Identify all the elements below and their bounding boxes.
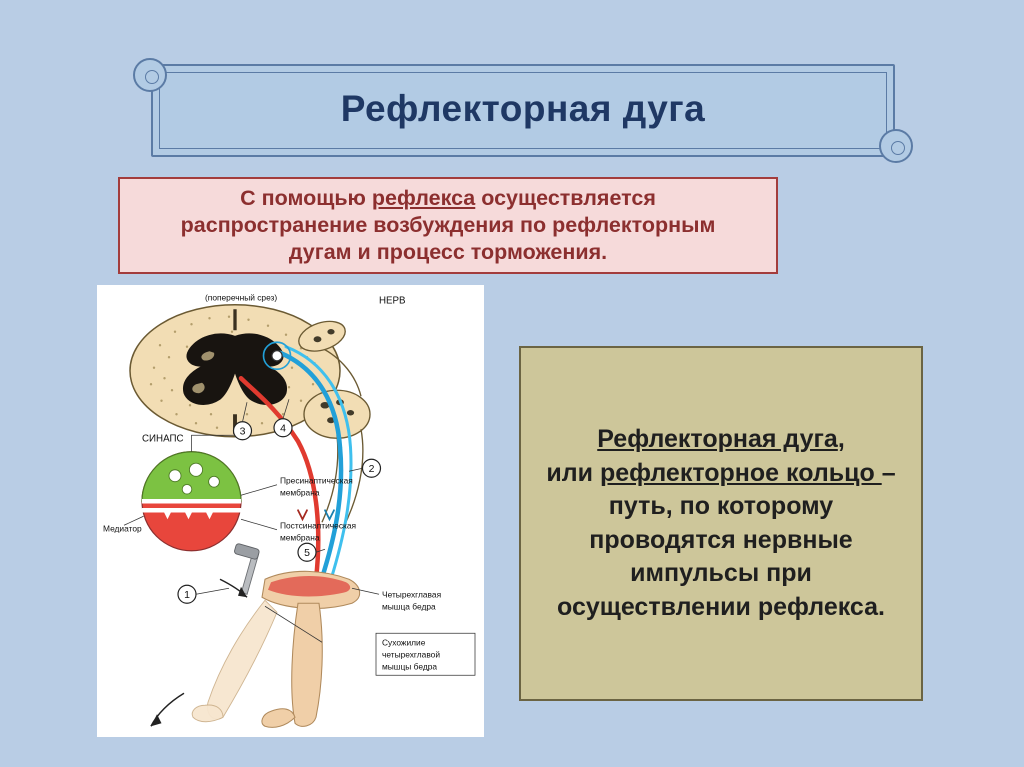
definition-text-box <box>519 346 923 701</box>
figure-label-cross-section: (поперечный срез) <box>205 292 278 303</box>
page-title: Рефлекторная дуга <box>340 88 706 129</box>
intro-line1-after: осуществляется <box>475 185 656 210</box>
title-banner <box>133 58 913 163</box>
intro-line1-underlined-term: рефлекса <box>371 185 476 210</box>
figure-label-tendon-2: четырехглавой <box>382 649 441 660</box>
definition-rest: – путь, по которому проводятся нервные импульсы при осуществлении рефлекса. <box>557 458 896 621</box>
callout-number-3: 3 <box>239 425 246 438</box>
definition-term-reflex-ring: рефлекторное кольцо <box>599 458 882 487</box>
intro-text <box>181 185 716 267</box>
definition-text <box>539 423 903 624</box>
figure-label-mediator: Медиатор <box>103 523 142 534</box>
scroll-curl-top-left-icon <box>133 58 167 92</box>
figure-label-postsynaptic-membrane: Постсинаптическая <box>280 520 357 531</box>
callout-number-4: 4 <box>280 422 286 435</box>
definition-term-reflex-arc: Рефлекторная дуга <box>597 425 838 453</box>
definition-connector: или <box>546 458 600 487</box>
figure-label-postsynaptic-membrane-2: мембрана <box>280 532 320 543</box>
intro-text-box <box>118 177 778 274</box>
reflex-arc-figure <box>97 285 484 737</box>
definition-comma: , <box>837 425 845 453</box>
intro-line2: распространение возбуждения по рефлекторным <box>180 212 716 237</box>
figure-label-nerve: НЕРВ <box>379 295 406 307</box>
figure-label-quadriceps-2: мышца бедра <box>382 601 436 612</box>
callout-number-1: 1 <box>184 589 190 602</box>
figure-label-tendon: Сухожилие <box>382 637 426 648</box>
figure-label-quadriceps: Четырехглавая <box>382 589 442 600</box>
figure-label-presynaptic-membrane: Пресинаптическая <box>280 475 353 486</box>
figure-label-presynaptic-membrane-2: мембрана <box>280 487 320 498</box>
intro-line1-before: С помощью <box>240 185 372 210</box>
figure-label-tendon-3: мышцы бедра <box>382 661 438 672</box>
intro-line3: дугам и процесс торможения. <box>288 240 608 265</box>
scroll-curl-bottom-right-icon <box>879 129 913 163</box>
callout-number-5: 5 <box>304 547 310 560</box>
figure-label-synapse: СИНАПС <box>142 433 184 445</box>
callout-number-2: 2 <box>368 463 375 476</box>
